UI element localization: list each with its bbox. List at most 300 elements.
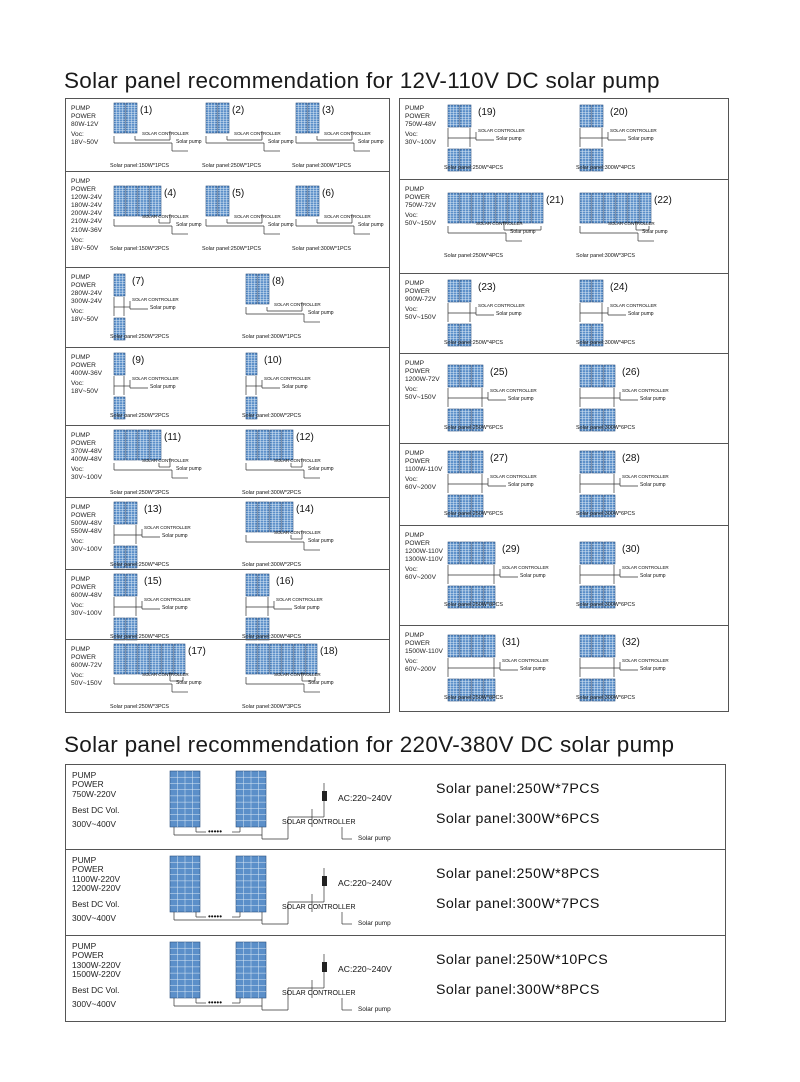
power-word: POWER (71, 654, 96, 662)
wiring-diagram-drawing (242, 272, 362, 342)
option-number: (11) (164, 432, 182, 443)
pump-power-label (71, 576, 102, 618)
panel-recommendation-caption: Solar panel:250W*1PCS (202, 246, 262, 252)
option-number: (31) (502, 637, 520, 648)
solar-controller-label: SOLAR CONTROLLER (282, 819, 356, 826)
solar-panel (580, 365, 591, 387)
option-number: (30) (622, 544, 640, 555)
pump-row (66, 569, 389, 639)
power-word: POWER (405, 640, 430, 648)
solar-pump-label: Solar pump (176, 466, 202, 472)
option-number: (23) (478, 282, 496, 293)
title-12v-110v: Solar panel recommendation for 12V-110V DC solar pump (64, 68, 660, 93)
solar-panel (628, 193, 639, 223)
solar-panel (592, 105, 603, 127)
solar-panel (592, 280, 603, 302)
solar-panel (472, 542, 483, 564)
solar-controller-label: SOLAR CONTROLLER (622, 388, 669, 393)
pump-power-label (71, 504, 102, 555)
pump-power-label (405, 532, 443, 583)
wiring-diagram-drawing (162, 854, 462, 932)
wiring-diagram (444, 103, 564, 173)
pump-word: PUMP (72, 941, 97, 951)
option-number: (20) (610, 107, 628, 118)
power-word: POWER (72, 864, 104, 875)
panel-recommendation-caption: Solar panel:300W*1PCS (292, 246, 352, 252)
wiring-diagram (444, 540, 564, 610)
wiring-diagram (110, 572, 230, 642)
solar-panel (580, 105, 591, 127)
panel-recommendation-caption: Solar panel:250W*2PCS (110, 334, 170, 340)
hv-pump-row (66, 765, 725, 849)
option-number: (14) (296, 504, 314, 515)
voc-label: Voc: (71, 466, 84, 474)
pump-power-label (405, 360, 440, 402)
pump-word: PUMP (405, 105, 425, 112)
pump-row (66, 347, 389, 425)
wiring-diagram (576, 363, 696, 433)
panel-recommendation-caption: Solar panel:250W*6PCS (444, 425, 504, 431)
option-number: (19) (478, 107, 496, 118)
power-rating: 750W-72V (405, 202, 437, 210)
solar-pump-label: Solar pump (640, 666, 666, 672)
voc-range: 60V~200V (405, 484, 436, 492)
ac-plug-icon (322, 962, 327, 972)
solar-panel (448, 193, 459, 223)
solar-panel (126, 502, 137, 524)
pump-power-label (405, 280, 436, 322)
solar-panel (114, 274, 125, 296)
panel-recommendation: Solar panel:250W*8PCS (436, 866, 600, 882)
solar-panel (296, 103, 307, 133)
solar-panel (580, 542, 591, 564)
panel-recommendation-caption: Solar panel:150W*2PCS (110, 246, 170, 252)
solar-panel (114, 430, 125, 460)
wiring-diagram (162, 854, 462, 932)
power-rating: 120W-24V (71, 194, 103, 202)
power-word: POWER (405, 458, 430, 466)
solar-controller-label: SOLAR CONTROLLER (502, 565, 549, 570)
solar-pump-label: Solar pump (150, 384, 176, 390)
solar-panel (604, 365, 615, 387)
option-number: (24) (610, 282, 628, 293)
option-number: (18) (320, 646, 338, 657)
best-dc-range: 300V~400V (72, 913, 117, 924)
solar-panel (270, 502, 281, 532)
solar-panel (270, 430, 281, 460)
pump-power-label (71, 178, 102, 253)
solar-panel (604, 635, 615, 657)
wiring-diagram (444, 363, 564, 433)
solar-panel (282, 430, 293, 460)
wiring-diagram-drawing (110, 642, 230, 712)
solar-controller-label: SOLAR CONTROLLER (142, 131, 189, 136)
solar-panel (580, 635, 591, 657)
pump-power-label (71, 105, 98, 147)
solar-panel (138, 430, 149, 460)
solar-panel (126, 103, 137, 133)
pump-word: PUMP (71, 274, 91, 281)
power-rating: 1500W-220V (72, 968, 121, 979)
solar-pump-label: Solar pump (358, 222, 384, 228)
solar-panel (472, 451, 483, 473)
solar-panel (282, 644, 293, 674)
wiring-diagram (162, 940, 462, 1018)
solar-panel (592, 635, 603, 657)
solar-controller-label: SOLAR CONTROLLER (476, 221, 523, 226)
power-rating: 280W-24V (71, 290, 103, 298)
solar-panel (236, 771, 266, 827)
solar-panel (460, 365, 471, 387)
power-word: POWER (405, 113, 430, 121)
option-number: (3) (322, 105, 335, 116)
pump-power-label (405, 186, 436, 228)
pump-power-label (71, 432, 102, 483)
power-rating: 1100W-110V (405, 466, 443, 474)
option-number: (21) (546, 195, 564, 206)
solar-controller-label: SOLAR CONTROLLER (234, 131, 281, 136)
solar-controller-label: SOLAR CONTROLLER (264, 376, 311, 381)
solar-panel (236, 942, 266, 998)
solar-pump-label: Solar pump (308, 466, 334, 472)
option-number: (29) (502, 544, 520, 555)
panel-recommendation-caption: Solar panel:250W*2PCS (110, 490, 170, 496)
pump-word: PUMP (71, 178, 91, 185)
solar-panel (114, 574, 125, 596)
solar-panel (460, 280, 471, 302)
option-number: (17) (188, 646, 206, 657)
option-number: (7) (132, 276, 145, 287)
voc-range: 30V~100V (71, 474, 102, 482)
best-dc-range: 300V~400V (72, 999, 117, 1010)
panel-recommendation-caption: Solar panel:300W*2PCS (242, 490, 302, 496)
panel-recommendation-caption: Solar panel:300W*3PCS (576, 253, 636, 259)
panel-recommendation-caption: Solar panel:250W*2PCS (110, 413, 170, 419)
pump-word: PUMP (71, 354, 91, 361)
solar-pump-label: Solar pump (640, 396, 666, 402)
wiring-diagram (110, 428, 230, 498)
solar-controller-label: SOLAR CONTROLLER (324, 214, 371, 219)
option-number: (9) (132, 355, 145, 366)
panel-recommendation-caption: Solar panel:300W*1PCS (242, 334, 302, 340)
solar-controller-label: SOLAR CONTROLLER (490, 388, 537, 393)
solar-pump-label: Solar pump (282, 384, 308, 390)
option-number: (8) (272, 276, 285, 287)
power-rating: 550W-48V (71, 528, 103, 536)
solar-panel (580, 451, 591, 473)
wiring-diagram (242, 428, 362, 498)
wiring-diagram (576, 191, 696, 261)
wiring-diagram (242, 351, 362, 421)
option-number: (12) (296, 432, 314, 443)
solar-panel (126, 430, 137, 460)
pump-row (66, 99, 389, 171)
solar-panel (114, 353, 125, 375)
solar-panel (592, 542, 603, 564)
solar-panel (126, 186, 137, 216)
wiring-diagram (576, 103, 696, 173)
solar-panel (472, 193, 483, 223)
solar-pump-label: Solar pump (520, 666, 546, 672)
solar-pump-label: Solar pump (628, 136, 654, 142)
solar-panel (448, 365, 459, 387)
solar-panel (246, 502, 257, 532)
power-word: POWER (71, 512, 96, 520)
solar-panel (460, 105, 471, 127)
power-rating: 300W-24V (71, 298, 103, 306)
wiring-diagram-drawing (162, 769, 462, 847)
panel-recommendation-caption: Solar panel:250W*3PCS (110, 704, 170, 710)
wiring-diagram (242, 500, 362, 570)
panel-recommendation-caption: Solar panel:250W*4PCS (444, 253, 504, 259)
solar-panel (114, 103, 125, 133)
power-word: POWER (72, 950, 104, 961)
pump-word: PUMP (405, 632, 425, 639)
solar-panel (150, 430, 161, 460)
power-word: POWER (405, 540, 430, 548)
solar-panel (604, 193, 615, 223)
solar-panel (448, 635, 459, 657)
solar-panel (206, 103, 217, 133)
pump-power-label (71, 646, 102, 688)
pump-row (400, 353, 728, 443)
solar-panel (246, 644, 257, 674)
voc-label: Voc: (71, 602, 84, 610)
power-word: POWER (71, 440, 96, 448)
solar-pump-label: Solar pump (162, 605, 188, 611)
solar-panel (218, 103, 229, 133)
hv-pump-row (66, 849, 725, 935)
solar-pump-label: Solar pump (308, 680, 334, 686)
wiring-diagram-drawing (292, 101, 412, 171)
option-number: (16) (276, 576, 294, 587)
pump-power-label (405, 450, 442, 492)
option-number: (28) (622, 453, 640, 464)
solar-controller-label: SOLAR CONTROLLER (274, 530, 321, 535)
panel-recommendation-caption: Solar panel:250W*4PCS (110, 634, 170, 640)
power-rating: 900W-72V (405, 296, 437, 304)
wiring-diagram (110, 500, 230, 570)
solar-pump-label: Solar pump (496, 136, 522, 142)
solar-panel (580, 280, 591, 302)
wiring-diagram (242, 572, 362, 642)
solar-pump-label: Solar pump (176, 222, 202, 228)
power-word: POWER (71, 282, 96, 290)
solar-pump-label: Solar pump (308, 538, 334, 544)
option-number: (4) (164, 188, 177, 199)
solar-controller-label: SOLAR CONTROLLER (622, 658, 669, 663)
solar-panel (604, 542, 615, 564)
solar-controller-label: SOLAR CONTROLLER (274, 458, 321, 463)
solar-panel (460, 451, 471, 473)
solar-pump-label: Solar pump (510, 229, 536, 235)
panel-recommendation-caption: Solar panel:300W*6PCS (576, 425, 636, 431)
pump-power-label (72, 942, 121, 1010)
solar-panel (126, 644, 137, 674)
option-number: (32) (622, 637, 640, 648)
solar-panel (460, 542, 471, 564)
option-number: (6) (322, 188, 335, 199)
panel-recommendation-caption: Solar panel:300W*2PCS (242, 413, 302, 419)
solar-controller-label: SOLAR CONTROLLER (608, 221, 655, 226)
solar-controller-label: SOLAR CONTROLLER (132, 297, 179, 302)
solar-panel (592, 365, 603, 387)
solar-panel (472, 635, 483, 657)
panel-recommendation-caption: Solar panel:250W*6PCS (444, 511, 504, 517)
voc-range: 50V~150V (405, 314, 436, 322)
ac-input-label: AC:220~240V (338, 878, 392, 888)
solar-panel (294, 644, 305, 674)
solar-panel (150, 186, 161, 216)
pump-word: PUMP (72, 770, 97, 780)
panel-recommendation-caption: Solar panel:250W*4PCS (110, 562, 170, 568)
wiring-diagram (242, 272, 362, 342)
panel-recommendation: Solar panel:300W*6PCS (436, 811, 600, 827)
solar-pump-label: Solar pump (496, 311, 522, 317)
solar-panel (448, 451, 459, 473)
solar-panel (218, 186, 229, 216)
wiring-diagram (444, 449, 564, 519)
solar-pump-label: Solar pump (628, 311, 654, 317)
option-number: (26) (622, 367, 640, 378)
solar-controller-label: SOLAR CONTROLLER (132, 376, 179, 381)
option-number: (15) (144, 576, 162, 587)
voc-label: Voc: (71, 131, 84, 139)
power-rating: 1300W-220V (72, 959, 121, 970)
option-number: (22) (654, 195, 672, 206)
voc-range: 18V~50V (71, 316, 99, 324)
voc-range: 18V~50V (71, 388, 99, 396)
wiring-diagram (444, 191, 564, 261)
wiring-diagram (110, 351, 230, 421)
voc-label: Voc: (405, 566, 418, 574)
solar-pump-label: Solar pump (358, 835, 391, 842)
low-voltage-table-left (65, 98, 390, 713)
panel-recommendation-caption: Solar panel:300W*6PCS (576, 602, 636, 608)
pump-word: PUMP (405, 450, 425, 457)
power-rating: 750W-48V (405, 121, 437, 129)
series-dots: ••••• (208, 827, 223, 836)
solar-panel (126, 574, 137, 596)
panel-recommendation-caption: Solar panel:300W*4PCS (242, 634, 302, 640)
solar-pump-label: Solar pump (520, 573, 546, 579)
wiring-diagram (110, 642, 230, 712)
power-rating: 1500W-110V (405, 648, 443, 656)
wiring-diagram-drawing (162, 940, 462, 1018)
solar-panel (616, 193, 627, 223)
solar-panel (282, 502, 293, 532)
power-word: POWER (71, 113, 96, 121)
voc-label: Voc: (71, 672, 84, 680)
solar-pump-label: Solar pump (642, 229, 668, 235)
option-number: (10) (264, 355, 282, 366)
solar-panel (138, 186, 149, 216)
option-number: (27) (490, 453, 508, 464)
power-word: POWER (405, 368, 430, 376)
panel-recommendation-caption: Solar panel:300W*3PCS (242, 704, 302, 710)
power-rating: 750W-220V (72, 788, 117, 799)
voc-range: 18V~50V (71, 244, 99, 252)
option-number: (13) (144, 504, 162, 515)
voc-label: Voc: (71, 380, 84, 388)
best-dc-range: 300V~400V (72, 819, 117, 830)
solar-pump-label: Solar pump (640, 573, 666, 579)
series-dots: ••••• (208, 912, 223, 921)
ac-input-label: AC:220~240V (338, 964, 392, 974)
solar-panel (484, 542, 495, 564)
option-number: (2) (232, 105, 245, 116)
pump-power-label (72, 856, 121, 924)
voc-range: 50V~150V (71, 680, 102, 688)
solar-pump-label: Solar pump (268, 139, 294, 145)
solar-panel (258, 430, 269, 460)
voc-range: 30V~100V (405, 139, 436, 147)
power-rating: 1200W-110V (405, 548, 443, 556)
panel-recommendation-caption: Solar panel:250W*8PCS (444, 695, 504, 701)
solar-panel (484, 635, 495, 657)
solar-controller-label: SOLAR CONTROLLER (490, 474, 537, 479)
voc-range: 50V~150V (405, 220, 436, 228)
panel-recommendation-caption: Solar panel:300W*2PCS (242, 562, 302, 568)
pump-row (66, 171, 389, 267)
solar-panel (484, 193, 495, 223)
solar-pump-label: Solar pump (308, 310, 334, 316)
solar-controller-label: SOLAR CONTROLLER (276, 597, 323, 602)
solar-controller-label: SOLAR CONTROLLER (502, 658, 549, 663)
power-rating: 600W-48V (71, 592, 103, 600)
option-number: (25) (490, 367, 508, 378)
panel-recommendation-caption: Solar panel:150W*1PCS (110, 163, 170, 169)
panel-recommendation-caption: Solar panel:300W*6PCS (576, 695, 636, 701)
series-dots: ••••• (208, 998, 223, 1007)
solar-panel (206, 186, 217, 216)
pump-word: PUMP (72, 855, 97, 865)
wiring-diagram (292, 184, 412, 254)
pump-word: PUMP (71, 576, 91, 583)
best-dc-label: Best DC Vol. (72, 804, 120, 815)
solar-panel (448, 542, 459, 564)
panel-recommendation: Solar panel:250W*7PCS (436, 781, 600, 797)
wiring-diagram (110, 272, 230, 342)
solar-panel (508, 193, 519, 223)
wiring-diagram (576, 449, 696, 519)
panel-recommendation-caption: Solar panel:300W*4PCS (576, 165, 636, 171)
solar-pump-label: Solar pump (176, 680, 202, 686)
solar-pump-label: Solar pump (508, 482, 534, 488)
solar-controller-label: SOLAR CONTROLLER (144, 525, 191, 530)
voc-range: 60V~200V (405, 574, 436, 582)
solar-panel (460, 635, 471, 657)
panel-recommendation-caption: Solar panel:250W*4PCS (444, 165, 504, 171)
solar-panel (170, 771, 200, 827)
voc-label: Voc: (405, 306, 418, 314)
pump-power-label (71, 354, 102, 396)
panel-recommendation-caption: Solar panel:250W*1PCS (202, 163, 262, 169)
wiring-diagram (576, 278, 696, 348)
power-word: POWER (71, 362, 96, 370)
solar-panel (258, 644, 269, 674)
pump-word: PUMP (405, 532, 425, 539)
power-rating: 80W-12V (71, 121, 99, 129)
solar-controller-label: SOLAR CONTROLLER (234, 214, 281, 219)
pump-row (66, 425, 389, 497)
best-dc-label: Best DC Vol. (72, 899, 120, 910)
solar-controller-label: SOLAR CONTROLLER (274, 302, 321, 307)
voc-label: Voc: (71, 308, 84, 316)
solar-panel (170, 942, 200, 998)
voc-label: Voc: (405, 386, 418, 394)
wiring-diagram-drawing (242, 642, 362, 712)
